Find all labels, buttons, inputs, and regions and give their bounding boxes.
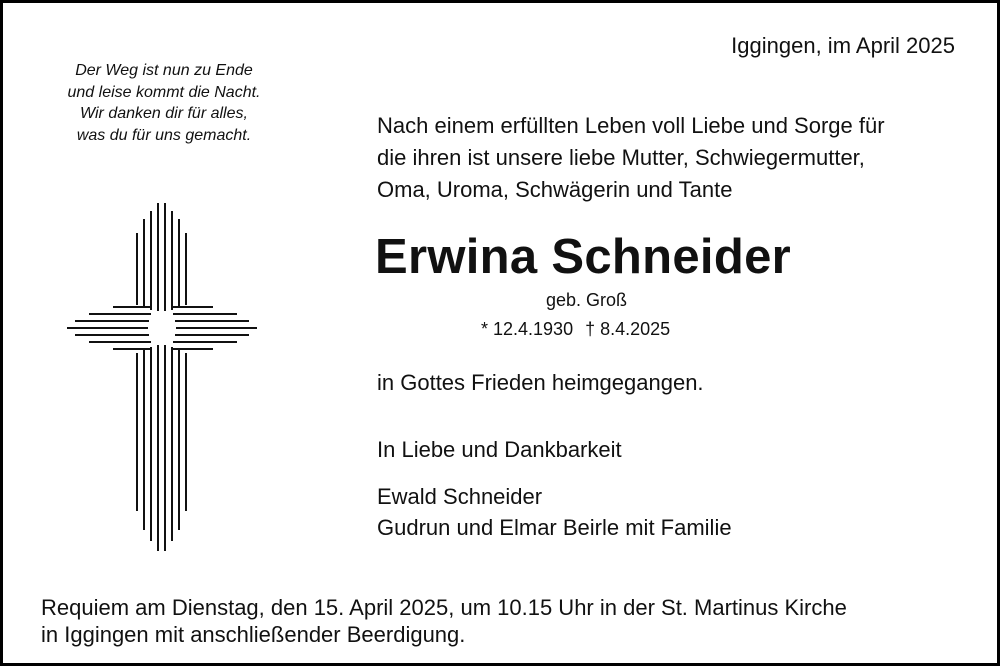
intro-line: Nach einem erfüllten Leben voll Liebe und Sorge für (377, 113, 885, 138)
place-date: Iggingen, im April 2025 (731, 33, 955, 58)
poem-line: was du für uns gemacht. (76, 126, 252, 144)
intro-line: Oma, Uroma, Schwägerin und Tante (377, 177, 733, 202)
service-line: Requiem am Dienstag, den 15. April 2025, um 10.15 Uhr in der St. Martinus Kirche (41, 595, 847, 620)
cross-icon (3, 3, 343, 563)
intro-line: die ihren ist unsere liebe Mutter, Schwiegermutter, (377, 145, 865, 170)
birth-date: * 12.4.1930 (481, 319, 574, 339)
closing-text: In Liebe und Dankbarkeit (377, 437, 622, 462)
signer: Ewald Schneider (377, 484, 543, 509)
passed-text: in Gottes Frieden heimgegangen. (377, 370, 704, 395)
poem-line: und leise kommt die Nacht. (67, 83, 261, 101)
life-dates (481, 319, 670, 340)
signers (377, 481, 732, 543)
signer: Gudrun und Elmar Beirle mit Familie (377, 515, 732, 540)
poem-line: Der Weg ist nun zu Ende (75, 62, 253, 79)
poem-line: Wir danken dir für alles, (80, 105, 248, 122)
deceased-name: Erwina Schneider (375, 230, 791, 284)
born-name: geb. Groß (546, 290, 628, 310)
service-line: in Iggingen mit anschließender Beerdigung. (41, 622, 466, 647)
intro-text (377, 110, 885, 206)
death-date: † 8.4.2025 (585, 319, 671, 339)
service-info (41, 594, 847, 648)
